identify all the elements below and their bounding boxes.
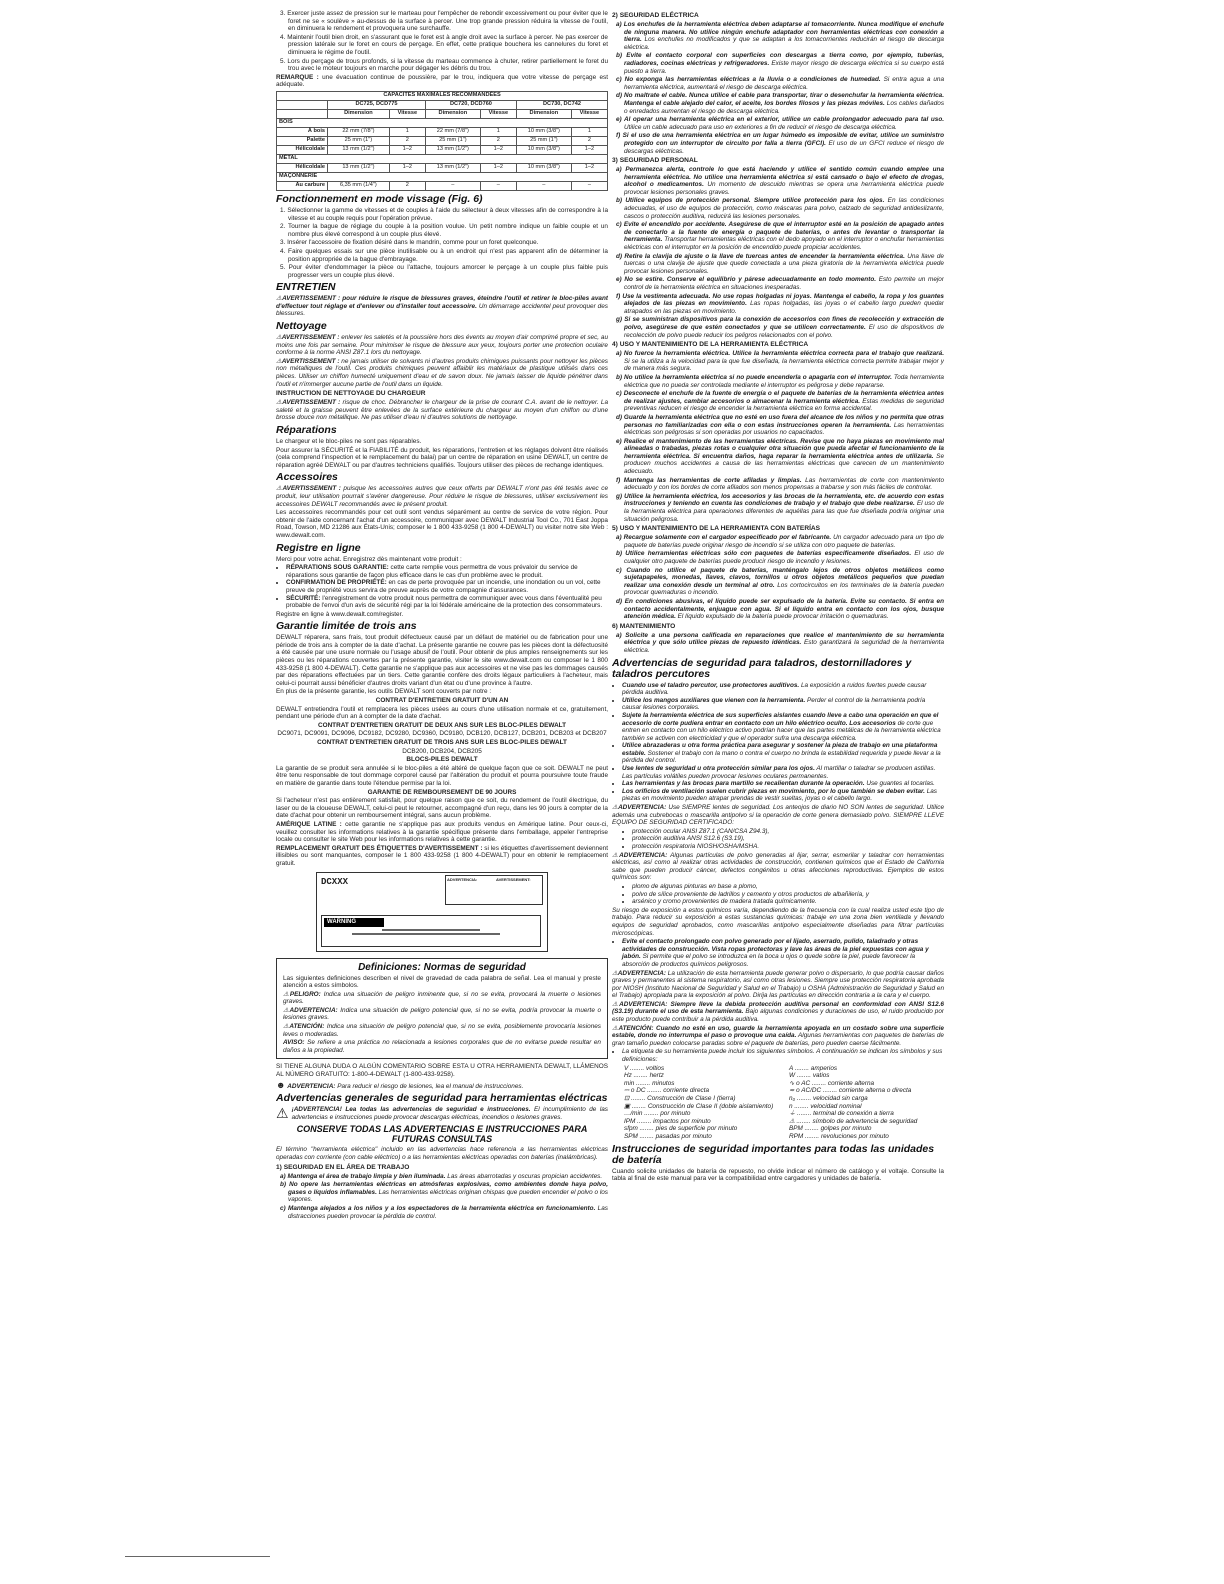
- warning-icon: ⚠: [283, 1006, 290, 1014]
- table-row: À bois 22 mm (7/8") 1 22 mm (7/8") 1 10 mm (3/8") 1: [277, 127, 608, 136]
- drill-step: 5. Lors du perçage de trous profonds, si la vitesse du marteau commence à chuter, retirer partiellement le foret du trou avec le moteur toujours en marche pour dégager les débris du trou.: [280, 57, 608, 73]
- section-title: ENTRETIEN: [276, 281, 336, 294]
- symbol-row: ⊡ ........ Construcción de Clase I (tierra): [624, 1095, 736, 1102]
- symbol-table: [612, 1065, 944, 1141]
- section-title: Accessoires: [276, 471, 338, 484]
- definitions-box: Definiciones: Normas de seguridad Las siguientes definiciones describen el nivel de gravedad de cada palabra de señal. Lea el manual y preste atención a estos símbolos. ⚠PELIGRO: Indica una situación de peligro inminente que, si no se evita, provocará la muerte o lesiones graves. ⚠ADVERTENCIA: Indica una situación de peligro potencial que, si no se evita, podría provocar la muerte o lesiones graves. ⚠ATENCIÓN: Indica una situación de peligro potencial que, si no se evita, posiblemente provocaría lesiones leves o moderadas. AVISO: Se refiere a una práctica no relacionada a lesiones corporales que de no evitarse puede resultar en daños a la propiedad.: [276, 958, 608, 1060]
- vissage-steps: 1. Sélectionner la gamme de vitesses et de couples à l'aide du sélecteur à deux vitesses afin de correspondre à la vitesse et au couple requis pour l'opération prévue. 2. Tourner la bague de réglage du couple à la position voulue. Un petit nombre indique un faible couple et un nombre plus élevé correspond à un couple plus élevé. 3. Insérer l'accessoire de fixation désiré dans le mandrin, comme pour un foret quelconque. 4. Faire quelques essais sur une pièce inutilisable ou à un endroit qui n'est pas apparent afin de déterminer la position appropriée de la bague d'embrayage. 5. Pour éviter d'endommager la pièce ou l'attache, toujours amorcer le perçage à un couple plus faible puis progresser vers un couple plus élevé.: [280, 206, 608, 279]
- symbol-row: ▣ ........ Construcción de Clase II (doble aislamiento): [624, 1102, 774, 1110]
- section-title: Advertencias generales de seguridad para herramientas eléctricas: [276, 1092, 608, 1105]
- subsection-title: INSTRUCTION DE NETTOYAGE DU CHARGEUR: [276, 390, 426, 398]
- registre-list: [276, 564, 608, 610]
- symbol-row: sfpm ........ pies de superficie por minuto: [624, 1125, 738, 1133]
- table-group: DC730, DC742: [516, 100, 607, 109]
- capacity-table: CAPACITÉS MAXIMALES RECOMMANDÉES DC725, DCD775 DC720, DCD760 DC730, DC742 Dimension Vitesse Dimension Vitesse Dimension Vitesse BOIS À bois 22 mm (7/8") 1 22 mm (7/8") 1 10 mm (3/8") 1 Palette 25 mm (1") 2 25 mm (1") 2 25 mm (1") 2 Hélicoïdale 13 mm (1/2") 1–2 13 mm (1/2") 1–2 10 mm (3/8") 1–2 MÉTAL Hélicoïdale 13 mm (1/2") 1–2 13 mm (1/2") 1–2 10 mm (3/8") 1–2 MAÇONNERIE Au carbure 6,35 mm (1/4") 2 – – – –: [276, 91, 608, 191]
- warning-icon: ⚠: [612, 1024, 619, 1032]
- table-row: Au carbure 6,35 mm (1/4") 2 – – – –: [277, 181, 608, 190]
- symbol-row: W ........ vatios: [789, 1072, 830, 1080]
- warning-icon: ⚠: [612, 969, 618, 977]
- list-item: • Sujete la herramienta eléctrica de sus superficies aislantes cuando lleve a cabo una operación en que el accesorio de corte pudiera entrar en contacto con un hilo eléctrico oculto. Los accesorios de corte que entren en contacto con un hilo eléctrico activo podrían hacer que las partes metálicas de la herramienta eléctrica también se activen con electricidad y que el operador sufra una descarga eléctrica.: [622, 712, 944, 742]
- symbol-row: Hz ........ hertz: [624, 1072, 664, 1080]
- table-row: Palette 25 mm (1") 2 25 mm (1") 2 25 mm (1") 2: [277, 136, 608, 145]
- symbol-row: BPM ........ golpes por minuto: [789, 1125, 872, 1133]
- symbol-row: n ........ velocidad nominal: [789, 1102, 862, 1110]
- warning-icon: ⚠: [612, 851, 620, 859]
- symbol-row: ≂ o AC/DC ........ corriente alterna o directa: [789, 1087, 912, 1095]
- warning-tag: WARNING: [324, 918, 384, 928]
- warning-icon: ⚠: [612, 804, 619, 812]
- symbol-row: ⚠ ........ símbolo de advertencia de seguridad: [789, 1117, 918, 1125]
- symbol-row: n₀ ........ velocidad sin carga: [789, 1095, 868, 1102]
- list-item: • Cuando use el taladro percutor, use protectores auditivos. La exposición a ruidos fuertes puede causar pérdida auditiva.: [622, 682, 944, 697]
- symbol-row: ⎓ o DC ........ corriente directa: [624, 1087, 710, 1095]
- warning-icon: ⚠: [283, 1023, 290, 1031]
- list-item: • Los orificios de ventilación suelen cubrir piezas en movimiento, por lo que también se deben evitar. Las piezas en movimiento pueden atrapar prendas de vestir sueltas, joyas o el cabello largo.: [622, 788, 944, 803]
- table-title: CAPACITÉS MAXIMALES RECOMMANDÉES: [277, 91, 608, 100]
- warning-icon: ⚠: [276, 399, 283, 407]
- symbol-row: min ........ minutos: [624, 1079, 675, 1087]
- table-section: BOIS: [277, 118, 608, 127]
- symbol-row: A ........ amperios: [789, 1064, 838, 1072]
- section-title: Réparations: [276, 424, 337, 436]
- section-title: Registre en ligne: [276, 541, 361, 554]
- table-section: MAÇONNERIE: [277, 172, 608, 181]
- warning-paragraph: ⚠AVERTISSEMENT : pour réduire le risque de blessures graves, éteindre l'outil et retirer le bloc-piles avant d'effectuer tout réglage et d'enlever ou d'installer tout accessoire. Un démarrage accidentel peut provoquer des blessures.: [276, 295, 608, 318]
- right-column: 2) SEGURIDAD ELÉCTRICA a) Los enchufes de la herramienta eléctrica deben adaptarse al tomacorriente. Nunca modifique el enchufe de ninguna manera. No utilice ningún enchufe adaptador con herramientas eléctricas con conexión a tierra. Los enchufes no modificados y que se adaptan a los tomacorrientes reducirán el riesgo de descarga eléctrica. b) Evite el contacto corporal con superficies con descargas a tierra como, por ejemplo, tuberías, radiadores, cocinas eléctricas y refrigeradores. Existe mayor riesgo de descarga eléctrica si su cuerpo está puesto a tierra. c) No exponga las herramientas eléctricas a la lluvia o a condiciones de humedad. Si entra agua a una herramienta eléctrica, aumentará el riesgo de descarga eléctrica. d) No maltrate el cable. Nunca utilice el cable para transportar, tirar o desenchufar la herramienta eléctrica. Mantenga el cable alejado del calor, el aceite, los bordes filosos y las piezas móviles. Los cables dañados o enredados aumentan el riesgo de descarga eléctrica. e) Al operar una herramienta eléctrica en el exterior, utilice un cable prolongador adecuado para tal uso. Utilice un cable adecuado para uso en exteriores a fin de reducir el riesgo de descarga eléctrica. f) Si el uso de una herramienta eléctrica en un lugar húmedo es imposible de evitar, utilice un suministro protegido con un interruptor de circuito por falla a tierra (GFCI). El uso de un GFCI reduce el riesgo de descargas eléctricas. 3) SEGURIDAD PERSONAL a) Permanezca alerta, controle lo que está haciendo y utilice el sentido común cuando emplee una herramienta eléctrica. No utilice una herramienta eléctrica si está cansado o bajo el efecto de drogas, alcohol o medicamentos. Un momento de descuido mientras se opera una herramienta eléctrica puede provocar lesiones personales graves. b) Utilice equipos de protección personal. Siempre utilice protección para los ojos. En las condiciones adecuadas, el uso de equipos de protección, como máscaras para polvo, calzado de seguridad antideslizante, cascos o protección auditiva, reducirá las lesiones personales. c) Evite el encendido por accidente. Asegúrese de que el interruptor esté en la posición de apagado antes de conectarlo a la fuente de energía o paquete de baterías, o antes de levantar o transportar la herramienta. Transportar herramientas eléctricas con el dedo apoyado en el interruptor o enchufar herramientas eléctricas con el interruptor en la posición de encendido puede propiciar accidentes. d) Retire la clavija de ajuste o la llave de tuercas antes de encender la herramienta eléctrica. Una llave de tuercas o una clavija de ajuste que quede conectada a una pieza giratoria de la herramienta eléctrica puede provocar lesiones personales. e) No se estire. Conserve el equilibrio y párese adecuadamente en todo momento. Esto permite un mejor control de la herramienta eléctrica en situaciones inesperadas. f) Use la vestimenta adecuada. No use ropas holgadas ni joyas. Mantenga el cabello, la ropa y los guantes alejados de las piezas en movimiento. Las ropas holgadas, las joyas o el cabello largo pueden quedar atrapados en las piezas en movimiento. g) Si se suministran dispositivos para la conexión de accesorios con fines de recolección y extracción de polvo, asegúrese de que estén conectados y que se utilicen correctamente. El uso de dispositivos de recolección de polvo puede reducir los peligros relacionados con el polvo. 4) USO Y MANTENIMIENTO DE LA HERRAMIENTA ELÉCTRICA a) No fuerce la herramienta eléctrica. Utilice la herramienta eléctrica correcta para el trabajo que realizará. Si se la utiliza a la velocidad para la que fue diseñada, la herramienta eléctrica correcta permite trabajar mejor y de manera más segura. b) No utilice la herramienta eléctrica si no puede encenderla o apagarla con el interruptor. Toda herramienta eléctrica que no pueda ser controlada mediante el interruptor es peligrosa y debe repararse. c) Desconecte el enchufe de la fuente de energía o el paquete de baterías de la herramienta eléctrica antes de realizar ajustes, cambiar accesorios o almacenar la herramienta eléctrica. Estas medidas de seguridad preventivas reducen el riesgo de encender la herramienta eléctrica en forma accidental. d) Guarde la herramienta eléctrica que no esté en uso fuera del alcance de los niños y no permita que otras personas no familiarizadas con ella o con estas instrucciones operen la herramienta. Las herramientas eléctricas son peligrosas si son operadas por usuarios no capacitados. e) Realice el mantenimiento de las herramientas eléctricas. Revise que no haya piezas en movimiento mal alineadas o trabadas, piezas rotas o cualquier otra situación que pueda afectar el funcionamiento de la herramienta eléctrica. Si encuentra daños, haga reparar la herramienta eléctrica antes de utilizarla. Se producen muchos accidentes a causa de las herramientas eléctricas que carecen de un mantenimiento adecuado. f) Mantenga las herramientas de corte afiladas y limpias. Las herramientas de corte con mantenimiento adecuado y con los bordes de corte afilados son menos propensas a trabarse y son más fáciles de controlar. g) Utilice la herramienta eléctrica, los accesorios y las brocas de la herramienta, etc. de acuerdo con estas instrucciones y teniendo en cuenta las condiciones de trabajo y el trabajo que debe realizarse. El uso de la herramienta eléctrica para operaciones diferentes de aquéllas para las que fue diseñada podría originar una situación peligrosa. 5) USO Y MANTENIMIENTO DE LA HERRAMIENTA CON BATERÍAS a) Recargue solamente con el cargador especificado por el fabricante. Un cargador adecuado para un tipo de paquete de baterías puede originar riesgo de incendio si se utiliza con otro paquete de baterías. b) Utilice herramientas eléctricas sólo con paquetes de baterías específicamente diseñados. El uso de cualquier otro paquete de baterías puede producir riesgo de incendio y lesiones. c) Cuando no utilice el paquete de baterías, manténgalo lejos de otros objetos metálicos como sujetapapeles, monedas, llaves, clavos, tornillos u otros objetos metálicos pequeños que puedan realizar una conexión desde un terminal al otro. Los cortocircuitos en los terminales de la batería pueden provocar quemaduras o incendio. d) En condiciones abusivas, el líquido puede ser expulsado de la batería. Evite su contacto. Si entra en contacto accidentalmente, enjuague con agua. Si el líquido entra en contacto con los ojos, busque atención médica. El líquido expulsado de la batería puede provocar irritación o quemaduras. 6) MANTENIMIENTO a) Solicite a una persona calificada en reparaciones que realice el mantenimiento de su herramienta eléctrica y que sólo utilice piezas de repuesto idénticas. Esto garantizará la seguridad de la herramienta eléctrica. Advertencias de seguridad para taladros, destornilladores y taladros percutores • Cuando use el taladro percutor, use protectores auditivos. La exposición a ruidos fuertes puede causar pérdida auditiva. • Utilice los mangos auxiliares que vienen con la herramienta. Perder el control de la herramienta podría causar lesiones corporales. • Sujete la herramienta eléctrica de sus superficies aislantes cuando lleve a cabo una operación en que el accesorio de corte pudiera entrar en contacto con un hilo eléctrico oculto. Los accesorios de corte que entren en contacto con un hilo eléctrico activo podrían hacer que las partes metálicas de la herramienta eléctrica también se activen con electricidad y que el operador sufra una descarga eléctrica. • Utilice abrazaderas u otra forma práctica para asegurar y sostener la pieza de trabajo en una plataforma estable. Sostener el trabajo con la mano o contra el cuerpo no brinda la estabilidad requerida y puede llevar a la pérdida del control. • Use lentes de seguridad u otra protección similar para los ojos. Al martillar o taladrar se producen astillas. Las partículas volátiles pueden provocar lesiones oculares permanentes. • Las herramientas y las brocas para martillo se recalientan durante la operación. Use guantes al tocarlas. • Los orificios de ventilación suelen cubrir piezas en movimiento, por lo que también se deben evitar. Las piezas en movimiento pueden atrapar prendas de vestir sueltas, joyas o el cabello largo. ⚠ADVERTENCIA: Use SIEMPRE lentes de seguridad. Los anteojos de diario NO SON lentes de seguridad. Utilice además una cubrebocas o mascarilla antipolvo si la operación de corte genera demasiado polvo. SIEMPRE LLEVE EQUIPO DE SEGURIDAD CERTIFICADO: • protección ocular ANSI Z87.1 (CAN/CSA Z94.3), • protección auditiva ANSI S12.6 (S3.19), • protección respiratoria NIOSH/OSHA/MSHA. ⚠ADVERTENCIA: Algunas partículas de polvo generadas al lijar, serrar, esmerilar y taladrar con herramientas eléctricas, así como al realizar otras actividades de construcción, contienen químicos que el Estado de California sabe que pueden producir cáncer, defectos congénitos u otras afecciones reproductivas. Ejemplos de estos químicos son: • plomo de algunas pinturas en base a plomo, • polvo de sílice proveniente de ladrillos y cemento y otros productos de albañilería, y • arsénico y cromo provenientes de madera tratada químicamente. Su riesgo de exposición a estos químicos varía, dependiendo de la frecuencia con la cual realiza usted este tipo de trabajo. Para reducir su exposición a estas sustancias químicas: trabaje en una zona bien ventilada y llevando equipos de seguridad aprobados, como mascarillas antipolvo especialmente diseñadas para filtrar partículas microscópicas. • Evite el contacto prolongado con polvo generado por el lijado, aserrado, pulido, taladrado y otras actividades de construcción. Vista ropas protectoras y lave las áreas de la piel expuestas con agua y jabón. Si permite que el polvo se introduzca en la boca u ojos o quede sobre la piel, puede favorecer la absorción de productos químicos peligrosos. ⚠ADVERTENCIA: La utilización de esta herramienta puede generar polvo o dispersarlo, lo que podría causar daños graves y permanentes al sistema respiratorio, así como otras lesiones. Siempre use protección respiratoria aprobada por NIOSH (Instituto Nacional de Seguridad y Salud en el Trabajo) u OSHA (Administración de Seguridad y Salud en el Trabajo) apropiada para la exposición al polvo. Dirija las partículas en dirección contraria a la cara y el cuerpo. ⚠ADVERTENCIA: Siempre lleve la debida protección auditiva personal en conformidad con ANSI S12.6 (S3.19) durante el uso de esta herramienta. Bajo algunas condiciones y duraciones de uso, el ruido producido por este producto puede contribuir a la pérdida auditiva. ⚠ATENCIÓN: Cuando no esté en uso, guarde la herramienta apoyada en un costado sobre una superficie estable, donde no interrumpa el paso o provoque una caída. Algunas herramientas con paquetes de baterías de gran tamaño pueden colocarse paradas sobre el paquete de baterías, pero pueden caerse fácilmente. • La etiqueta de su herramienta puede incluir los siguientes símbolos. A continuación se indican los símbolos y sus definiciones: V ........ voltios Hz ........ hertz min ........ minutos ⎓ o DC ........ corriente directa ⊡ ........ Construcción de Clase I (tierra) ▣ ........ Construcción de Clase II (doble aislamiento) …/min ........ por minuto IPM ........ impactos por minuto sfpm ........ pies de superficie por minuto SPM ........ pasadas por minuto A ........ amperios W ........ vatios ∿ o AC ........ corriente alterna ≂ o AC/DC ........ corriente alterna o directa n₀ ........ velocidad sin carga n ........ velocidad nominal ⏚ ........ terminal de conexión a tierra ⚠ ........ símbolo de advertencia de seguridad BPM ........ golpes por minuto RPM ........ revoluciones por minuto Instrucciones de seguridad importantes para todas las unidades de batería Cuando solicite unidades de batería de repuesto, no olvide indicar el número de catálogo y el voltaje. Consulte la tabla al final de este manual para ver la compatibilidad entre cargadores y unidades de batería.: [612, 10, 944, 1570]
- warning-triangle-icon: ⚠: [276, 1105, 289, 1122]
- table-row: Hélicoïdale 13 mm (1/2") 1–2 13 mm (1/2") 1–2 10 mm (3/8") 1–2: [277, 145, 608, 154]
- table-group: DC720, DCD760: [425, 100, 516, 109]
- warning-icon: ⚠: [283, 990, 290, 998]
- manual-icon: ☻: [276, 1079, 286, 1090]
- section-title: Fonctionnement en mode vissage (Fig. 6): [276, 192, 483, 205]
- symbol-row: V ........ voltios: [624, 1064, 665, 1072]
- list-item: • SÉCURITÉ: l'enregistrement de votre produit nous permettra de communiquer avec vous dans l'éventualité peu probable de l'envoi d'un avis de sécurité régi par la loi fédérale américaine de la protection des consommateurs.: [286, 595, 608, 610]
- symbol-row: RPM ........ revoluciones por minuto: [789, 1132, 889, 1140]
- footer-rule: [125, 1556, 270, 1557]
- table-group: DC725, DCD775: [328, 100, 426, 109]
- symbol-row: SPM ........ pasadas por minuto: [624, 1132, 712, 1140]
- drill-step: 4. Maintenir l'outil bien droit, en s'assurant que le foret est à angle droit avec la surface à percer. Ne pas exercer de pression latérale sur le foret en cours de perçage. En effet, cette pratique bouchera les cannelures du foret et diminuera le régime de l'outil.: [280, 33, 608, 56]
- left-column: 3. Exercer juste assez de pression sur le marteau pour l'empêcher de rebondir excessivement ou pour éviter que le foret ne se « soulève » au-dessus de la surface à percer. Une trop grande pression réduira la vitesse de l'outil, en diminuera le rendement et provoquera une surchauffe. 4. Maintenir l'outil bien droit, en s'assurant que le foret est à angle droit avec la surface à percer. Ne pas exercer de pression latérale sur le foret en cours de perçage. En effet, cette pratique bouchera les cannelures du foret et diminuera le régime de l'outil. 5. Lors du perçage de trous profonds, si la vitesse du marteau commence à chuter, retirer partiellement le foret du trou avec le moteur toujours en marche pour dégager les débris du trou. REMARQUE : une évacuation continue de poussière, par le trou, indiquera que votre vitesse de perçage est adéquate. CAPACITÉS MAXIMALES RECOMMANDÉES DC725, DCD775 DC720, DCD760 DC730, DC742 Dimension Vitesse Dimension Vitesse Dimension Vitesse BOIS À bois 22 mm (7/8") 1 22 mm (7/8") 1 10 mm (3/8") 1 Palette 25 mm (1") 2 25 mm (1") 2 25 mm (1") 2 Hélicoïdale 13 mm (1/2") 1–2 13 mm (1/2") 1–2 10 mm (3/8") 1–2 MÉTAL Hélicoïdale 13 mm (1/2") 1–2 13 mm (1/2") 1–2 10 mm (3/8") 1–2 MAÇONNERIE Au carbure 6,35 mm (1/4") 2 – – – – Fonctionnement en mode vissage (Fig. 6) 1. Sélectionner la gamme de vitesses et de couples à l'aide du sélecteur à deux vitesses afin de correspondre à la vitesse et au couple requis pour l'opération prévue. 2. Tourner la bague de réglage du couple à la position voulue. Un petit nombre indique un faible couple et un nombre plus élevé correspond à un couple plus élevé. 3. Insérer l'accessoire de fixation désiré dans le mandrin, comme pour un foret quelconque. 4. Faire quelques essais sur une pièce inutilisable ou à un endroit qui n'est pas apparent afin de déterminer la position appropriée de la bague d'embrayage. 5. Pour éviter d'endommager la pièce ou l'attache, toujours amorcer le perçage à un couple plus faible puis progresser vers un couple plus élevé. ENTRETIEN ⚠AVERTISSEMENT : pour réduire le risque de blessures graves, éteindre l'outil et retirer le bloc-piles avant d'effectuer tout réglage et d'enlever ou d'installer tout accessoire. Un démarrage accidentel peut provoquer des blessures. Nettoyage ⚠AVERTISSEMENT : enlever les saletés et la poussière hors des évents au moyen d'air comprimé propre et sec, au moins une fois par semaine. Pour minimiser le risque de blessure aux yeux, toujours porter une protection oculaire conforme à la norme ANSI Z87.1 lors du nettoyage. ⚠AVERTISSEMENT : ne jamais utiliser de solvants ni d'autres produits chimiques puissants pour nettoyer les pièces non métalliques de l'outil. Ces produits chimiques peuvent affaiblir les matériaux de plastique utilisés dans ces pièces. Utiliser un chiffon humecté uniquement d'eau et de savon doux. Ne jamais laisser de liquide pénétrer dans l'outil et n'immerger aucune partie de l'outil dans un liquide. INSTRUCTION DE NETTOYAGE DU CHARGEUR ⚠AVERTISSEMENT : risque de choc. Débrancher le chargeur de la prise de courant C.A. avant de le nettoyer. La saleté et la graisse peuvent être enlevées de la surface extérieure du chargeur au moyen d'un chiffon ou d'une brosse douce non métallique. Ne pas utiliser d'eau ni d'autres solutions de nettoyage. Réparations Le chargeur et le bloc-piles ne sont pas réparables. Pour assurer la SÉCURITÉ et la FIABILITÉ du produit, les réparations, l'entretien et les réglages doivent être réalisés (cela comprend l'inspection et le remplacement du balai) par un centre de réparation en usine DEWALT, un centre de réparation agréé DEWALT ou par d'autres techniciens qualifiés. Toujours utiliser des pièces de rechange identiques. Accessoires ⚠AVERTISSEMENT : puisque les accessoires autres que ceux offerts par DEWALT n'ont pas été testés avec ce produit, leur utilisation pourrait s'avérer dangereuse. Pour réduire le risque de blessures, utiliser exclusivement les accessoires DEWALT recommandés avec le présent produit. Les accessoires recommandés pour cet outil sont vendus séparément au centre de service de votre région. Pour obtenir de l'aide concernant l'achat d'un accessoire, communiquer avec DEWALT Industrial Tool Co., 701 East Joppa Road, Towson, MD 21286 aux États-Unis; composer le 1 800 433-9258 (1 800 4-DEWALT) ou visiter notre site Web : www.dewalt.com. Registre en ligne Merci pour votre achat. Enregistrez dès maintenant votre produit : • RÉPARATIONS SOUS GARANTIE: cette carte remplie vous permettra de vous prévaloir du service de réparations sous garantie de façon plus efficace dans le cas d'un problème avec le produit. • CONFIRMATION DE PROPRIÉTÉ: en cas de perte provoquée par un incendie, une inondation ou un vol, cette preuve de propriété vous servira de preuve auprès de votre compagnie d'assurances. • SÉCURITÉ: l'enregistrement de votre produit nous permettra de communiquer avec vous dans l'éventualité peu probable de l'envoi d'un avis de sécurité régi par la loi fédérale américaine de la protection des consommateurs. Registre en ligne à www.dewalt.com/register. Garantie limitée de trois ans DEWALT réparera, sans frais, tout produit défectueux causé par un défaut de matériel ou de fabrication pour une période de trois ans à compter de la date d'achat. La présente garantie ne couvre pas les pièces dont la défectuosité a été causée par une usure normale ou l'usage abusif de l'outil. Pour obtenir de plus amples renseignements sur les pièces ou les réparations couvertes par la présente garantie, visiter le site www.dewalt.com ou composer le 1 800 433-9258 (1 800 4-DEWALT). Cette garantie ne s'applique pas aux accessoires et ne vise pas les dommages causés par des réparations effectuées par un tiers. Cette garantie confère des droits légaux particuliers à l'acheteur, mais celui-ci pourrait aussi bénéficier d'autres droits variant d'un état ou d'une province à l'autre. En plus de la présente garantie, les outils DEWALT sont couverts par notre : CONTRAT D'ENTRETIEN GRATUIT D'UN AN DEWALT entretiendra l'outil et remplacera les pièces usées au cours d'une utilisation normale et ce, gratuitement, pendant une période d'un an à compter de la date d'achat. CONTRAT D'ENTRETIEN GRATUIT DE DEUX ANS SUR LES BLOC-PILES DEWALT DC9071, DC9091, DC9096, DC9182, DC9280, DC9360, DC9180, DCB120, DCB127, DCB201, DCB203 et DCB207 CONTRAT D'ENTRETIEN GRATUIT DE TROIS ANS SUR LES BLOC-PILES DEWALT DCB200, DCB204, DCB205 BLOCS-PILES DEWALT La garantie de se produit sera annulée si le bloc-piles a été altéré de quelque façon que ce soit. DEWALT ne peut être tenu responsable de tout dommage corporel causé par l'altération du produit et pourra poursuivre toute fraude en matière de garantie dans toute l'étendue permise par la loi. GARANTIE DE REMBOURSEMENT DE 90 JOURS Si l'acheteur n'est pas entièrement satisfait, pour quelque raison que ce soit, du rendement de l'outil électrique, du laser ou de la cloueuse DEWALT, celui-ci peut le retourner, accompagné d'un reçu, dans les 90 jours à compter de la date d'achat pour obtenir un remboursement intégral, sans aucun problème. AMÉRIQUE LATINE : cette garantie ne s'applique pas aux produits vendus en Amérique latine. Pour ceux-ci, veuillez consulter les informations relatives à la garantie spécifique présente dans l'emballage, appeler l'entreprise locale ou consulter le site Web pour les informations relatives à cette garantie. REMPLACEMENT GRATUIT DES ÉTIQUETTES D'AVERTISSEMENT : si les étiquettes d'avertissement deviennent illisibles ou sont manquantes, composer le 1 800 433-9258 (1 800 4-DEWALT) pour en obtenir le remplacement gratuit. DCXXX ADVERTENCIA: AVERTISSEMENT: WARNING Definiciones: Normas de seguridad Las siguientes definiciones describen el nivel de gravedad de cada palabra de señal. Lea el manual y preste atención a estos símbolos. ⚠PELIGRO: Indica una situación de peligro inminente que, si no se evita, provocará la muerte o lesiones graves. ⚠ADVERTENCIA: Indica una situación de peligro potencial que, si no se evita, podría provocar la muerte o lesiones graves. ⚠ATENCIÓN: Indica una situación de peligro potencial que, si no se evita, posiblemente provocaría lesiones leves o moderadas. AVISO: Se refiere a una práctica no relacionada a lesiones corporales que de no evitarse puede resultar en daños a la propiedad. SI TIENE ALGUNA DUDA O ALGÚN COMENTARIO SOBRE ESTA U OTRA HERRAMIENTA DEWALT, LLÁMENOS AL NÚMERO GRATUITO: 1-800-4-DEWALT (1-800-433-9258). ☻ ADVERTENCIA: Para reducir el riesgo de lesiones, lea el manual de instrucciones. Advertencias generales de seguridad para herramientas eléctricas ⚠ ¡ADVERTENCIA! Lea todas las advertencias de seguridad e instrucciones. El incumplimiento de las advertencias e instrucciones puede provocar descargas eléctricas, incendios o lesiones graves. CONSERVE TODAS LAS ADVERTENCIAS E INSTRUCCIONES PARA FUTURAS CONSULTAS El término "herramienta eléctrica" incluido en las advertencias hace referencia a las herramientas eléctricas operadas con corriente (con cable eléctrico) o a las herramientas eléctricas operadas con baterías (inalámbricas). 1) SEGURIDAD EN EL ÁREA DE TRABAJO a) Mantenga el área de trabajo limpia y bien iluminada. Las áreas abarrotadas y oscuras propician accidentes. b) No opere las herramientas eléctricas en atmósferas explosivas, como ambientes donde haya polvo, gases o líquidos inflamables. Las herramientas eléctricas originan chispas que pueden encender el polvo o los vapores. c) Mantenga alejados a los niños y a los espectadores de la herramienta eléctrica en funcionamiento. Las distracciones pueden provocar la pérdida de control.: [276, 10, 608, 1562]
- section-title: Advertencias de seguridad para taladros, destornilladores y taladros percutores: [612, 656, 912, 680]
- list-item: • RÉPARATIONS SOUS GARANTIE: cette carte remplie vous permettra de vous prévaloir du service de réparations sous garantie de façon plus efficace dans le cas d'un problème avec le produit.: [286, 564, 608, 579]
- symbol-row: IPM ........ impactos por minuto: [624, 1117, 711, 1125]
- drill-step: 3. Exercer juste assez de pression sur le marteau pour l'empêcher de rebondir excessivement ou pour éviter que le foret ne se « soulève » au-dessus de la surface à percer. Une trop grande pression réduira la vitesse de l'outil, en diminuera le rendement et provoquera une surchauffe.: [280, 10, 608, 33]
- list-item: • CONFIRMATION DE PROPRIÉTÉ: en cas de perte provoquée par un incendie, une inondation ou un vol, cette preuve de propriété vous servira de preuve auprès de votre compagnie d'assurances.: [286, 579, 608, 594]
- symbol-row: ⏚ ........ terminal de conexión a tierra: [789, 1110, 894, 1118]
- table-section: MÉTAL: [277, 154, 608, 163]
- remarque: REMARQUE : une évacuation continue de poussière, par le trou, indiquera que votre vitesse de perçage est adéquate.: [276, 73, 608, 89]
- warning-icon: ⚠: [612, 1000, 620, 1008]
- section-title: Garantie limitée de trois ans: [276, 620, 417, 633]
- drill-steps: [276, 10, 608, 73]
- list-item: • Use lentes de seguridad u otra protección similar para los ojos. Al martillar o taladrar se producen astillas. Las partículas volátiles pueden provocar lesiones oculares permanentes.: [622, 765, 944, 780]
- warning-icon: ⚠: [276, 295, 283, 303]
- warning-icon: ⚠: [276, 334, 282, 342]
- symbol-row: …/min ........ por minuto: [624, 1110, 691, 1118]
- table-row: Hélicoïdale 13 mm (1/2") 1–2 13 mm (1/2") 1–2 10 mm (3/8") 1–2: [277, 163, 608, 172]
- list-item: • Utilice abrazaderas u otra forma práctica para asegurar y sostener la pieza de trabajo en una plataforma estable. Sostener el trabajo con la mano o contra el cuerpo no brinda la estabilidad requerida y puede llevar a la pérdida del control.: [622, 742, 944, 765]
- section-title: Instrucciones de seguridad importantes para todas las unidades de batería: [612, 1142, 935, 1166]
- section-title: Nettoyage: [276, 320, 327, 333]
- warning-icon: ⚠: [276, 485, 283, 493]
- list-item: • Las herramientas y las brocas para martillo se recalientan durante la operación. Use guantes al tocarlas.: [622, 780, 944, 788]
- warning-icon: ⚠: [276, 357, 282, 365]
- warning-label-illustration: DCXXX ADVERTENCIA: AVERTISSEMENT: WARNING: [316, 872, 548, 952]
- list-item: • Utilice los mangos auxiliares que vienen con la herramienta. Perder el control de la herramienta podría causar lesiones corporales.: [622, 697, 944, 712]
- symbol-row: ∿ o AC ........ corriente alterna: [789, 1079, 875, 1087]
